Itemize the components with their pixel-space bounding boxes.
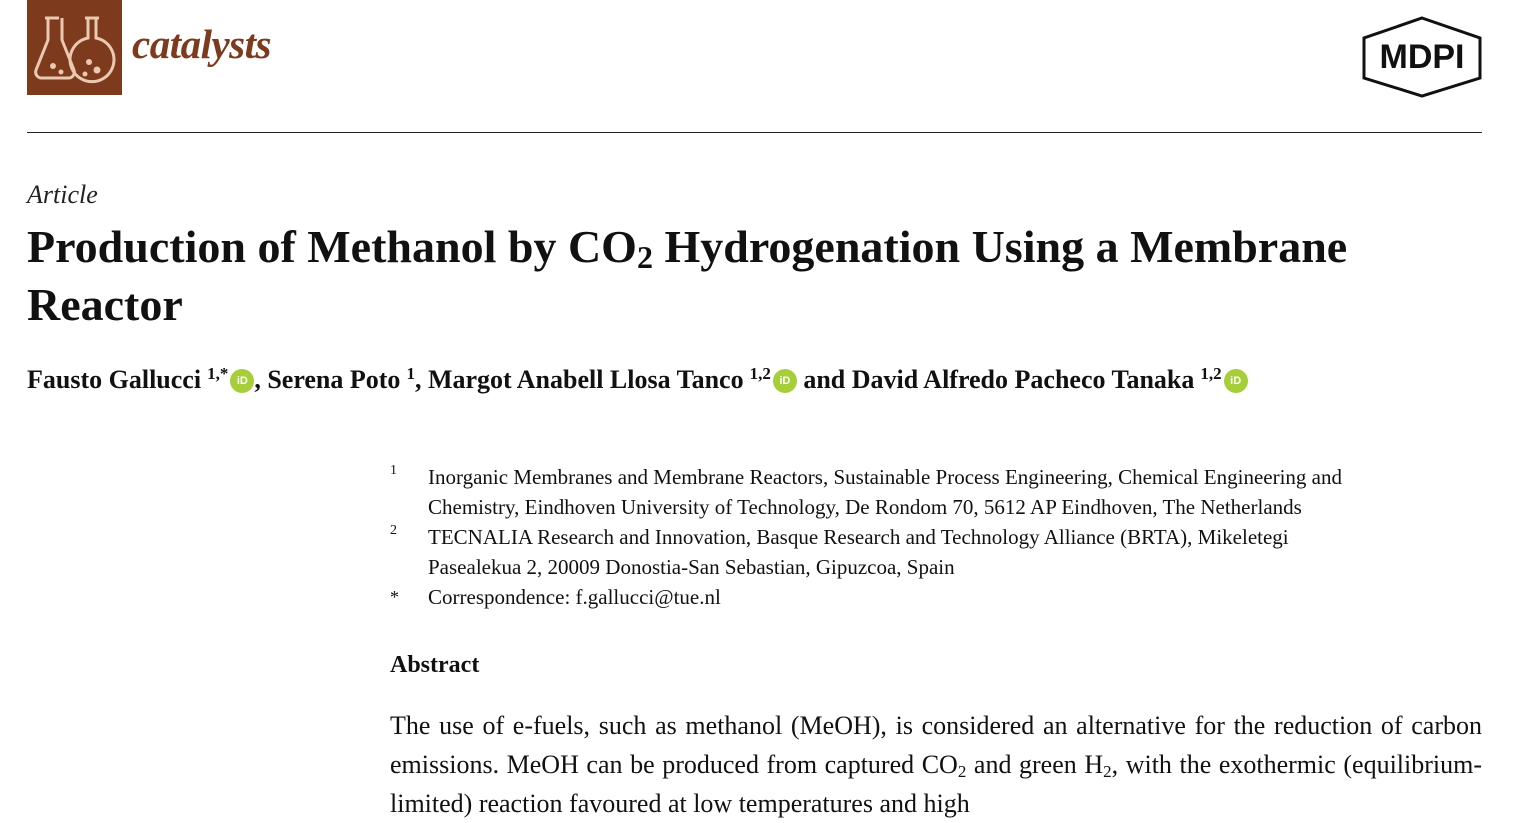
publisher-name: MDPI — [1379, 38, 1465, 76]
affiliation-line: TECNALIA Research and Innovation, Basque Research and Technology Alliance (BRTA), Mikeletegi — [428, 525, 1289, 549]
author-list — [27, 365, 1248, 395]
affiliation-line: Inorganic Membranes and Membrane Reactors, Sustainable Process Engineering, Chemical Engineering and — [428, 465, 1343, 489]
affiliation-line: Chemistry, Eindhoven University of Technology, De Rondom 70, 5612 AP Eindhoven, The Netherlands — [428, 495, 1302, 519]
paper-title — [27, 218, 1487, 334]
author-separator: , — [414, 365, 428, 394]
affiliation-1 — [428, 462, 1488, 522]
abstract-text: The use of e-fuels, such as methanol (MeOH), is considered an alternative for the reduction of carbon emissions. MeOH can be produced from captured CO — [390, 711, 1482, 779]
affiliation-marker: 1 — [390, 463, 397, 478]
title-part2: Hydrogenation Using a Membrane Reactor — [27, 221, 1348, 330]
author-name[interactable]: Margot Anabell Llosa Tanco — [427, 365, 744, 394]
affiliation-2 — [428, 522, 1488, 582]
orcid-icon[interactable]: iD — [1224, 369, 1248, 393]
flask-icon — [27, 0, 122, 95]
author-affiliation: 1,2 — [749, 364, 771, 383]
author-affiliation: 1,* — [207, 364, 229, 383]
author-separator: , — [254, 365, 268, 394]
author-separator: and — [796, 365, 852, 394]
author-name[interactable]: Fausto Gallucci — [27, 365, 202, 394]
publisher-logo — [1362, 16, 1482, 98]
orcid-icon[interactable]: iD — [230, 369, 254, 393]
author-affiliation: 1,2 — [1200, 364, 1222, 383]
header-divider — [27, 132, 1482, 133]
author-name[interactable]: David Alfredo Pacheco Tanaka — [851, 365, 1195, 394]
article-type: Article — [27, 180, 98, 209]
title-subscript: 2 — [636, 239, 653, 275]
author-name[interactable]: Serena Poto — [267, 365, 401, 394]
abstract-subscript: 2 — [957, 762, 967, 781]
abstract-subscript: 2 — [1103, 762, 1112, 781]
affiliation-marker: 2 — [390, 523, 397, 538]
abstract-heading: Abstract — [390, 652, 480, 678]
abstract-text: , with the exothermic (equilibrium-limited) reaction favoured at low temperatures and high — [390, 750, 1482, 818]
journal-name: catalysts — [132, 21, 271, 67]
affiliation-marker: * — [390, 587, 399, 607]
journal-logo — [27, 0, 122, 95]
orcid-icon[interactable]: iD — [773, 369, 797, 393]
correspondence-line[interactable]: Correspondence: f.gallucci@tue.nl — [428, 585, 721, 609]
affiliation-line: Pasealekua 2, 20009 Donostia-San Sebastian, Gipuzcoa, Spain — [428, 555, 955, 579]
author-affiliation: 1 — [406, 364, 415, 383]
abstract-text: and green H — [966, 750, 1104, 779]
correspondence — [428, 582, 1488, 612]
title-part1: Production of Methanol by CO — [27, 221, 637, 272]
abstract-body — [390, 706, 1482, 823]
